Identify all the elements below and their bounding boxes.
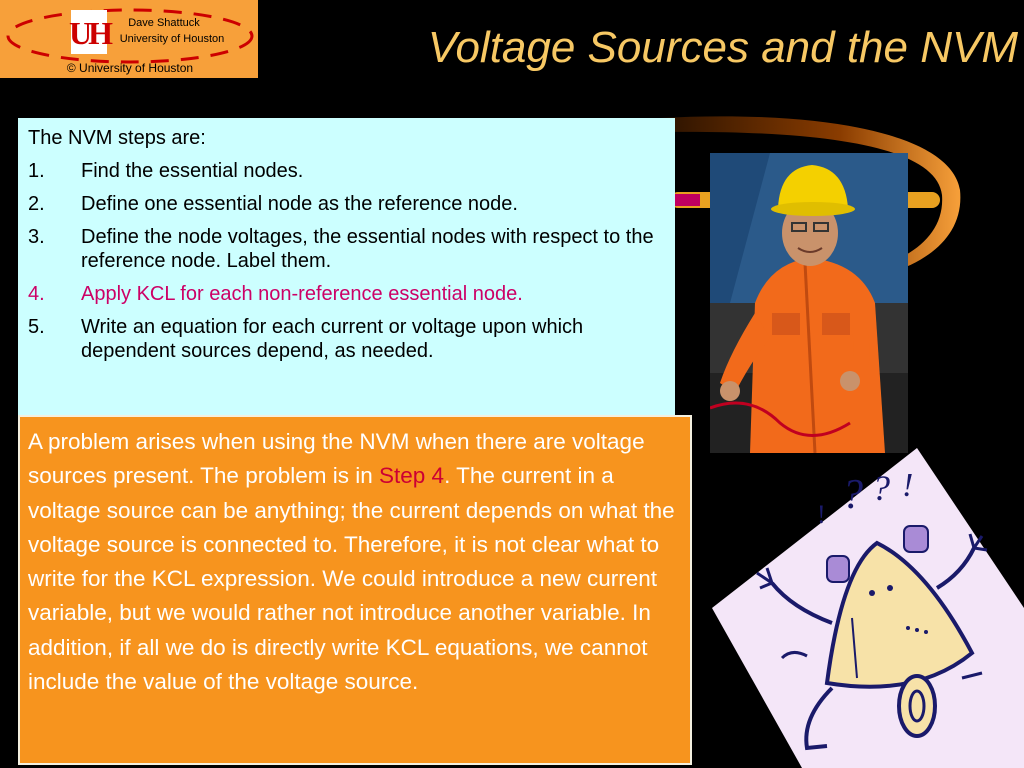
logo-box <box>0 0 258 78</box>
step-item <box>28 315 665 363</box>
slide-title: Voltage Sources and the NVM <box>427 23 1018 72</box>
confused-figure-clipart <box>712 448 1024 768</box>
problem-text-start: A problem arises when using the NVM when there are voltage sources present. The problem is in <box>28 429 645 489</box>
worker-photo <box>710 153 908 453</box>
step-number: 4. <box>28 283 45 305</box>
logo-institution: University of Houston <box>119 33 225 45</box>
steps-panel <box>18 118 675 418</box>
svg-text:?: ? <box>842 472 863 518</box>
svg-text:UH: UH <box>69 15 109 51</box>
step-text: Find the essential nodes. <box>81 160 304 182</box>
step-number: 1. <box>28 160 45 182</box>
svg-text:?: ? <box>872 468 890 508</box>
step-item <box>28 159 665 183</box>
problem-panel <box>18 415 692 765</box>
svg-text:!: ! <box>817 500 826 529</box>
step-number: 3. <box>28 226 45 248</box>
step-number: 5. <box>28 316 45 338</box>
problem-text-end: . The current in a voltage source can be anything; the current depends on what the voltage source is connected to. Therefore, it is not clear what to write for the KCL expression. We could introduce a new current variable, but we would rather not introduce another variable. In addition, if all we do is directly write KCL equations, we cannot include the value of the voltage source. <box>28 463 675 695</box>
step-text: Apply KCL for each non-reference essential node. <box>81 283 523 305</box>
step-4-reference: Step 4 <box>379 463 445 489</box>
step-number: 2. <box>28 193 45 215</box>
svg-text:!: ! <box>902 467 914 504</box>
step-text: Define one essential node as the reference node. <box>81 193 518 215</box>
step-item-highlighted <box>28 282 665 306</box>
logo-copyright: © University of Houston <box>66 61 194 75</box>
step-item <box>28 225 665 273</box>
step-text: Write an equation for each current or voltage upon which dependent sources depend, as needed. <box>81 316 584 362</box>
steps-heading: The NVM steps are: <box>28 127 206 149</box>
step-item <box>28 192 665 216</box>
step-text: Define the node voltages, the essential nodes with respect to the reference node. Label them. <box>81 226 654 272</box>
logo-author: Dave Shattuck <box>128 17 200 29</box>
